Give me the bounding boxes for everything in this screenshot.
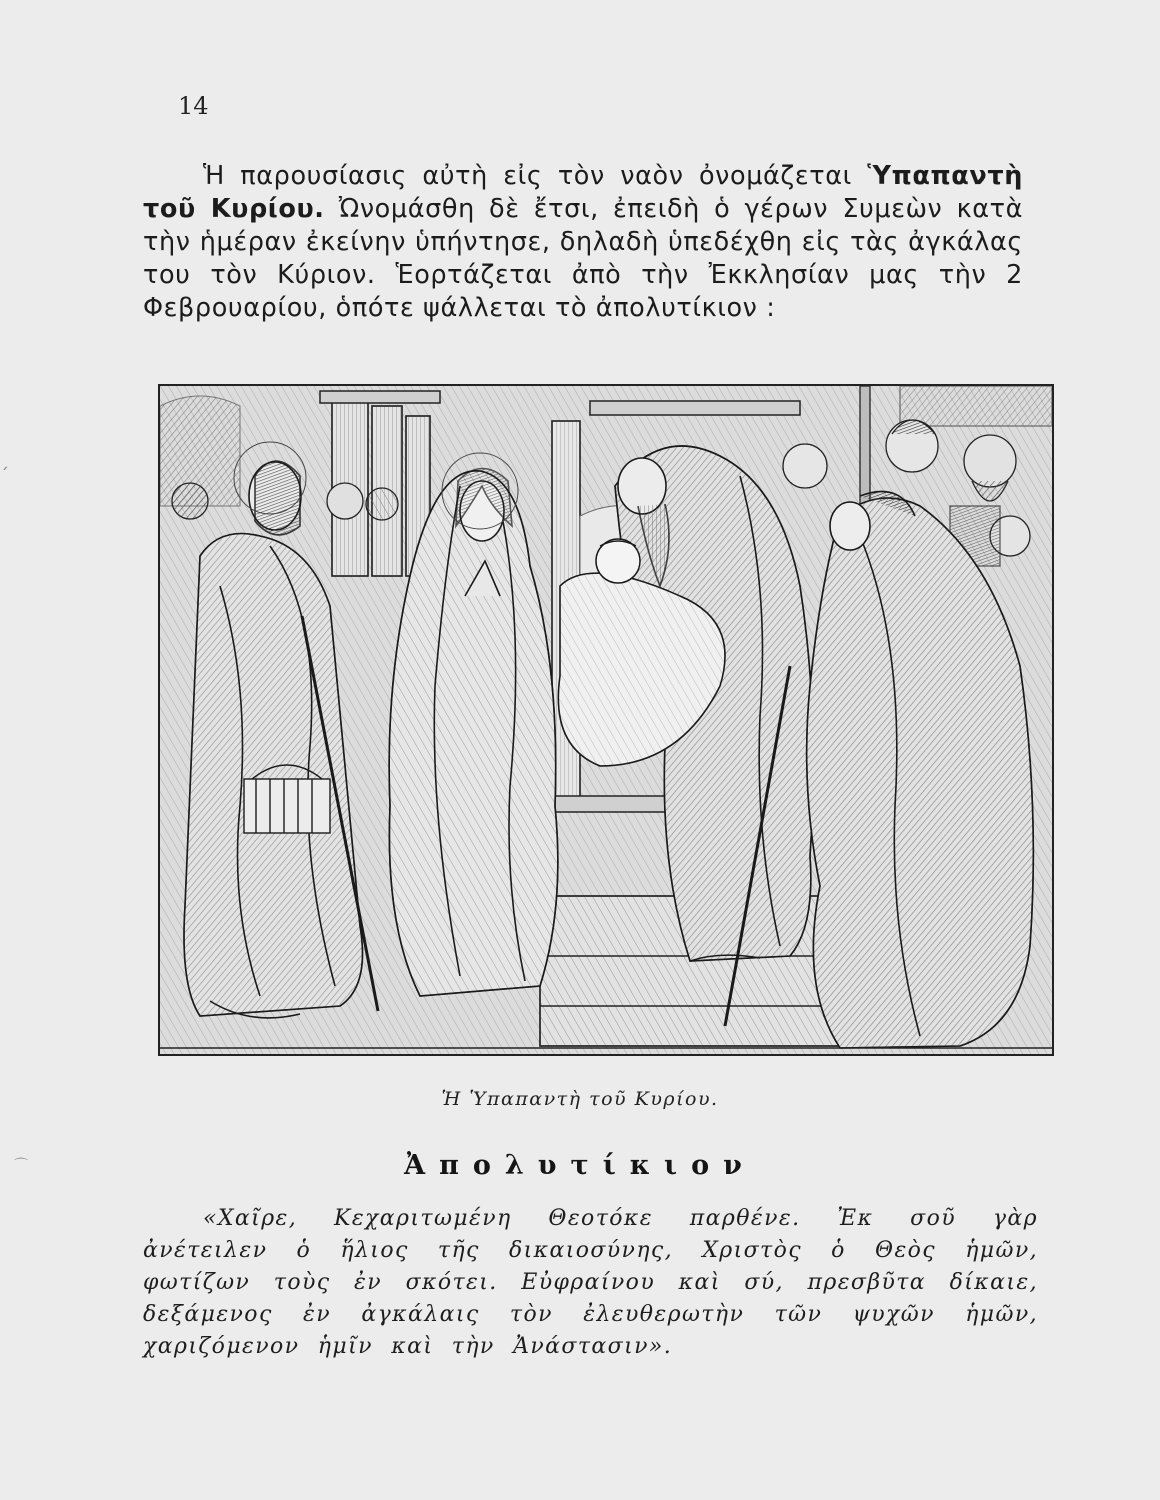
page-number: 14 [178,92,209,120]
presentation-engraving [158,384,1054,1056]
hymn-text [143,1203,1038,1363]
hymn-heading: Ἀπολυτίκιον [404,1150,756,1181]
paragraph-text-start: Ἡ παρουσίασις αὐτὴ εἰς τὸν ναὸν ὀνομάζεται [203,161,868,191]
margin-scratch-mark: ⌒ [14,1158,28,1174]
hymn-body: «Χαῖρε, Κεχαριτωμένη Θεοτόκε παρθένε. Ἐκ σοῦ γὰρ ἀνέτειλεν ὁ ἥλιος τῆς δικαιοσύνης, Χριστὸς ὁ Θεὸς ἡμῶν, φωτίζων τοὺς ἐν σκότει. Εὐφραίνου καὶ σύ, πρεσβῦτα δίκαιε, δεξάμενος ἐν ἀγκάλαις τὸν ἐλευθερωτὴν τῶν ψυχῶν ἡμῶν, χαριζόμενον ἡμῖν καὶ τὴν Ἀνάστασιν». [143,1206,1038,1359]
feast-name-bold: Ὑπαπαντὴ τοῦ Κυρίου. [143,161,1023,224]
body-paragraph [143,160,1023,325]
paragraph-text-rest: Ὠνομάσθη δὲ ἔτσι, ἐπειδὴ ὁ γέρων Συμεὼν κατὰ τὴν ἡμέραν ἐκείνην ὑπήντησε, δηλαδὴ ὑπεδέχθη εἰς τὰς ἀγκάλας του τὸν Κύριον. Ἑορτάζεται ἀπὸ τὴν Ἐκκλησίαν μας τὴν 2 Φεβρουαρίου, ὁπότε ψάλλεται τὸ ἀπολυτίκιον : [143,194,1023,323]
engraving-drawing [160,386,1052,1054]
illustration-caption: Ἡ Ὑπαπαντὴ τοῦ Κυρίου. [441,1088,719,1110]
margin-scratch-mark: ˊ [0,465,9,486]
